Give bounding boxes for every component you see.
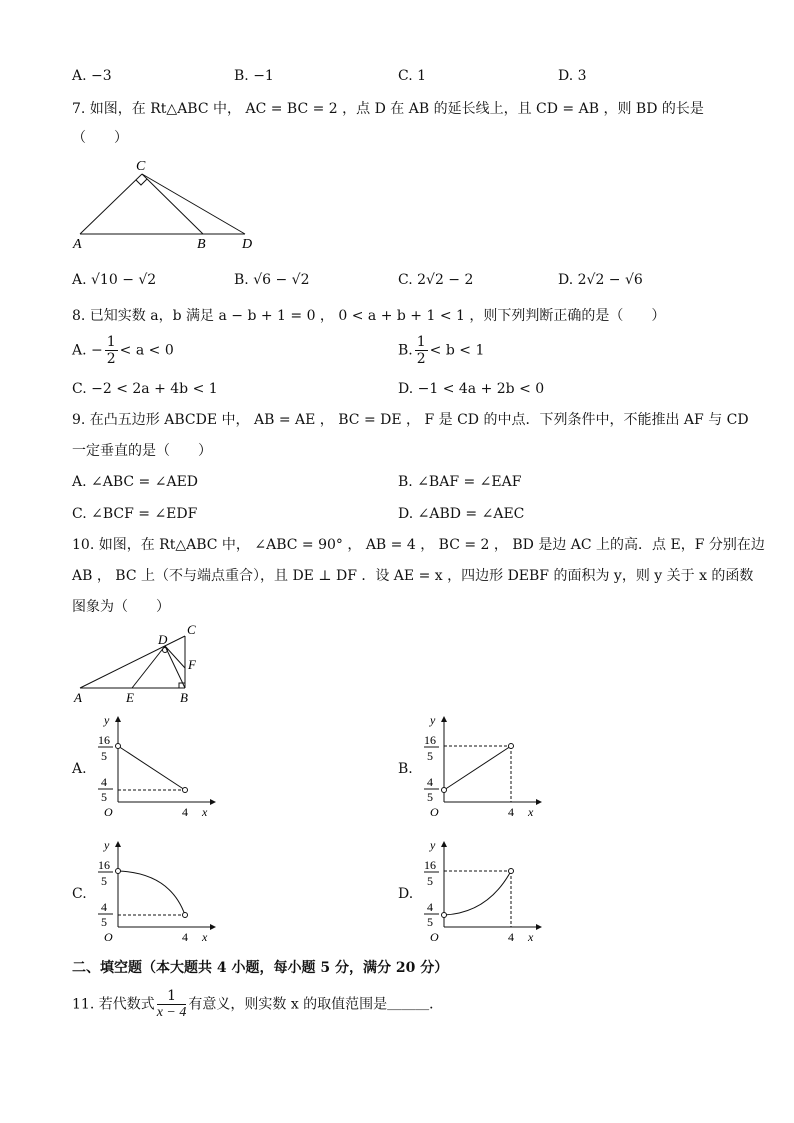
svg-text:5: 5 [427,915,433,929]
q7-option-c: C. 2√2 − 2 [398,272,474,288]
svg-text:y: y [104,838,110,852]
q10-graph-b [418,710,548,822]
q7-label-d: D [242,237,253,252]
q11-stem [72,988,443,1021]
q10-graph-d [418,835,548,947]
q6-option-b: B. −1 [234,68,274,84]
svg-text:4: 4 [508,930,514,944]
q9-option-b: B. ∠BAF = ∠EAF [398,474,522,490]
q7-triangle-figure [70,156,270,252]
q10-graph-a [92,710,222,822]
q7-label-c: C [136,159,146,174]
q10-choice-d-label: D. [398,886,414,902]
q7-label-b: B [197,237,206,252]
q10-stem-line3: 图象为（ ） [72,599,170,615]
svg-text:4: 4 [101,900,107,914]
svg-text:5: 5 [101,874,107,888]
q8-b-fraction [415,334,428,367]
svg-text:O: O [104,805,113,819]
q11-prefix: 11. 若代数式 [72,996,155,1013]
section-2-title: 二、填空题（本大题共 4 小题，每小题 5 分，满分 20 分） [72,960,449,976]
svg-text:5: 5 [427,790,433,804]
svg-text:16: 16 [424,858,436,872]
svg-text:5: 5 [101,749,107,763]
svg-text:x: x [528,805,534,819]
svg-text:5: 5 [427,749,433,763]
q11-fraction [157,988,187,1021]
svg-text:16: 16 [98,733,110,747]
q10-choice-a-label: A. [72,761,87,777]
svg-text:4: 4 [508,805,514,819]
q10-triangle-figure [70,622,210,708]
svg-text:4: 4 [427,775,433,789]
q9-option-a: A. ∠ABC = ∠AED [72,474,199,490]
q10-label-e: E [126,690,134,705]
q8-a-prefix: A. − [72,342,103,359]
q10-stem-line1: 10. 如图，在 Rt△ABC 中， ∠ABC = 90° ， AB = 4 ， BC = 2 ， BD 是边 AC 上的高．点 E，F 分别在边 [72,537,765,553]
svg-text:x: x [202,930,208,944]
q11-num: 1 [157,988,187,1005]
q10-label-c: C [187,622,196,637]
svg-text:4: 4 [182,805,188,819]
q7-stem-line1: 7. 如图，在 Rt△ABC 中， AC = BC = 2 ，点 D 在 AB 的延长线上，且 CD = AB ，则 BD 的长是 [72,101,704,117]
q9-option-c: C. ∠BCF = ∠EDF [72,506,198,522]
svg-text:O: O [104,930,113,944]
svg-text:4: 4 [427,900,433,914]
q8-a-suffix: < a < 0 [119,342,174,359]
svg-text:x: x [528,930,534,944]
svg-text:5: 5 [101,790,107,804]
svg-text:y: y [430,713,436,727]
q8-option-c: C. −2 < 2a + 4b < 1 [72,381,218,397]
q11-den: x − 4 [156,1005,187,1020]
q10-label-a: A [74,690,82,705]
q8-a-fraction [105,334,118,367]
q6-option-d: D. 3 [558,68,587,84]
svg-text:5: 5 [101,915,107,929]
q8-option-b [398,334,484,367]
q7-option-b: B. √6 − √2 [234,272,310,288]
q10-label-d: D [158,632,168,647]
q11-suffix: 有意义，则实数 x 的取值范围是＿＿＿． [188,996,444,1013]
q8-option-a [72,334,174,367]
q8-b-den: 2 [416,351,426,367]
svg-text:4: 4 [182,930,188,944]
q6-option-a: A. −3 [72,68,112,84]
svg-text:y: y [430,838,436,852]
q10-graph-c [92,835,222,947]
q9-stem-line1: 9. 在凸五边形 ABCDE 中， AB = AE ， BC = DE ， F 是 CD 的中点．下列条件中，不能推出 AF 与 CD [72,412,749,428]
q10-label-b: B [180,690,188,705]
q8-b-prefix: B. [398,342,413,359]
q8-option-d: D. −1 < 4a + 2b < 0 [398,381,545,397]
q10-label-f: F [188,657,196,672]
q7-stem-line2: （ ） [72,130,128,146]
q6-option-c: C. 1 [398,68,427,84]
q9-stem-line2: 一定垂直的是（ ） [72,443,212,459]
q8-b-num: 1 [416,334,426,350]
svg-text:4: 4 [101,775,107,789]
q8-b-suffix: < b < 1 [429,342,485,359]
q7-label-a: A [73,237,82,252]
q9-option-d: D. ∠ABD = ∠AEC [398,506,525,522]
q8-a-num: 1 [106,334,116,350]
svg-text:16: 16 [98,858,110,872]
q7-option-a: A. √10 − √2 [72,272,157,288]
svg-text:16: 16 [424,733,436,747]
svg-text:y: y [104,713,110,727]
svg-text:O: O [430,805,439,819]
svg-text:x: x [202,805,208,819]
svg-text:O: O [430,930,439,944]
svg-text:5: 5 [427,874,433,888]
q10-stem-line2: AB ， BC 上（不与端点重合），且 DE ⊥ DF ．设 AE = x ，四边形 DEBF 的面积为 y，则 y 关于 x 的函数 [72,568,754,584]
q10-choice-c-label: C. [72,886,87,902]
q7-option-d: D. 2√2 − √6 [558,272,643,288]
q8-stem: 8. 已知实数 a，b 满足 a − b + 1 = 0 ， 0 < a + b + 1 < 1 ，则下列判断正确的是（ ） [72,308,666,324]
q10-choice-b-label: B. [398,761,413,777]
q8-a-den: 2 [106,351,116,367]
